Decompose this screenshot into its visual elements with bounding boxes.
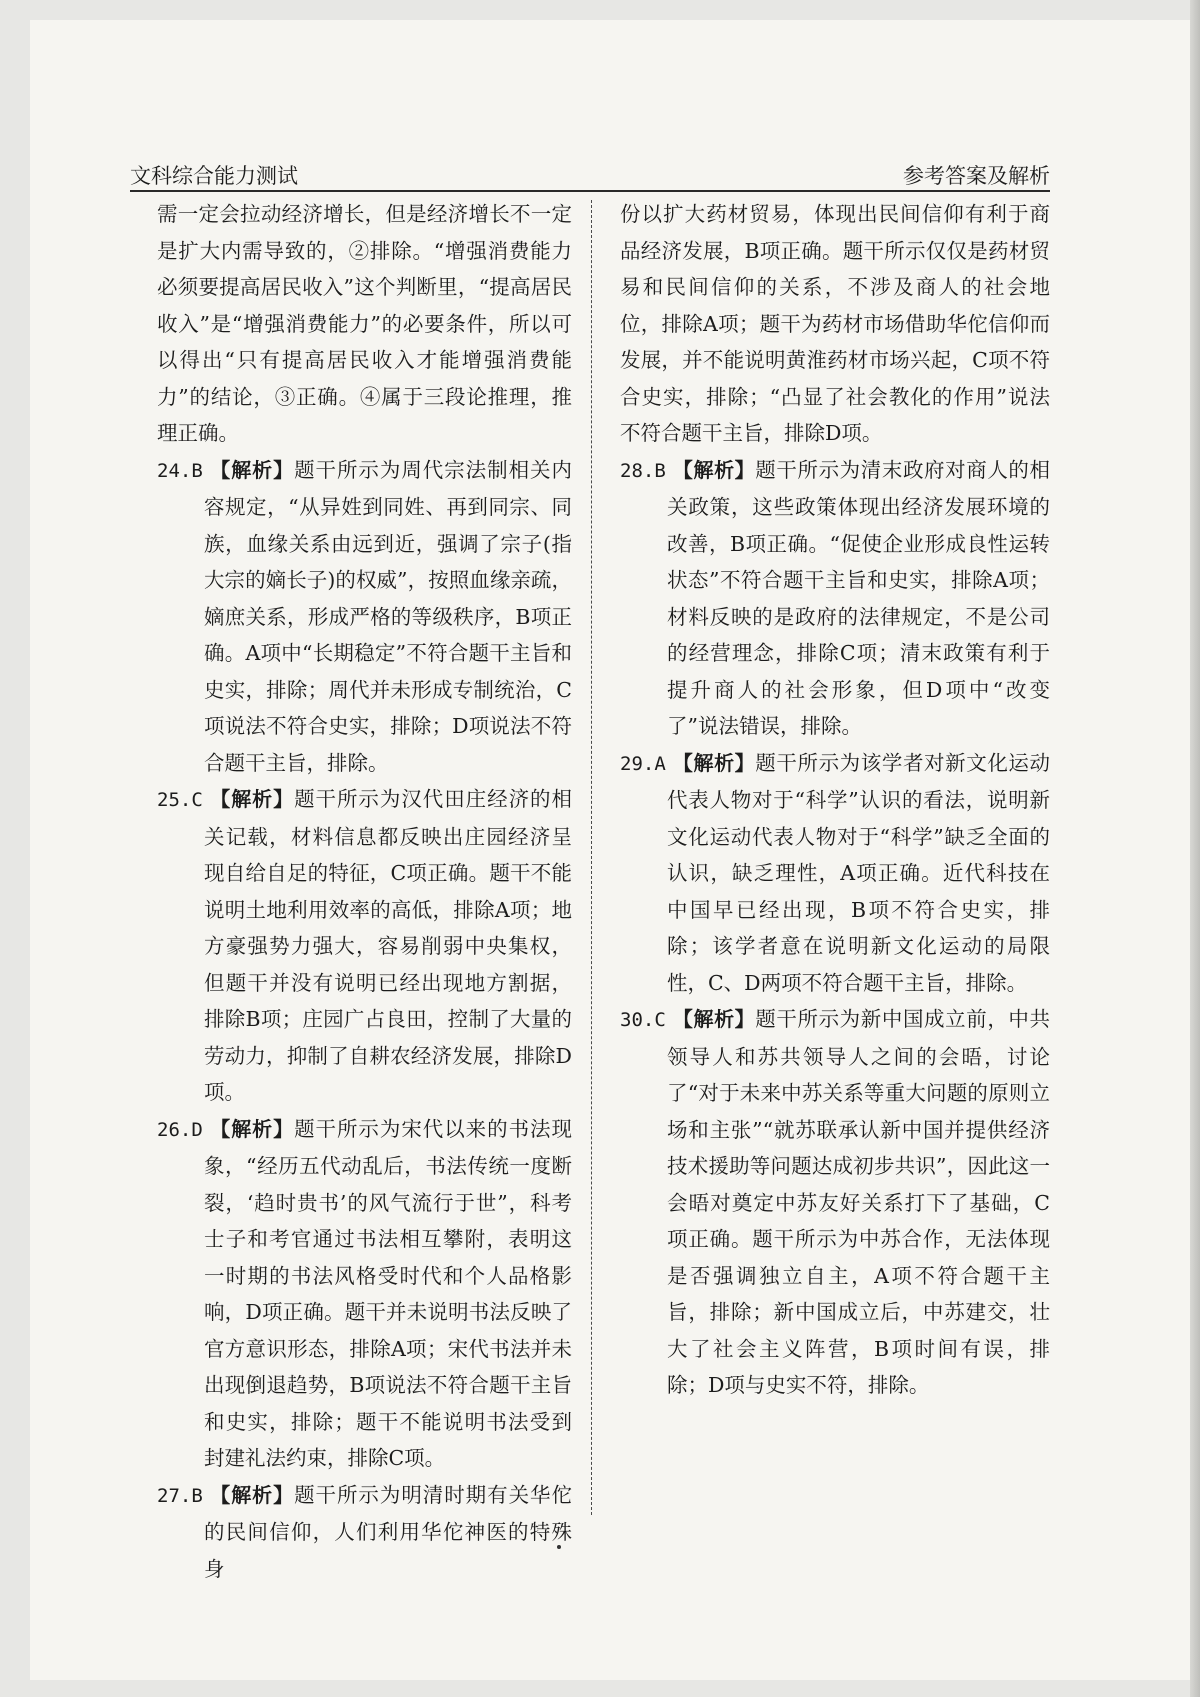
right-column [620, 196, 1050, 1404]
answer-explanation: 题干所示为明清时期有关华佗的民间信仰，人们利用华佗神医的特殊身 [204, 1482, 572, 1581]
header-subject-title: 文科综合能力测试 [130, 164, 298, 188]
answer-number: 30.C [620, 1009, 666, 1031]
answer-number: 24.B [157, 459, 203, 482]
answer-explanation: 题干所示为汉代田庄经济的相关记载，材料信息都反映出庄园经济呈现自给自足的特征，C项正确。题干不能说明土地利用效率的高低，排除A项；地方豪强势力强大，容易削弱中央集权，但题干并没有说明已经出现地方割据，排除B项；庄园广占良田，控制了大量的劳动力，抑制了自耕农经济发展，排除D项。 [204, 787, 572, 1104]
analysis-tag: 【解析】 [672, 1007, 756, 1031]
answer-item-27 [157, 1477, 572, 1588]
answer-number: 29.A [620, 752, 666, 775]
answer-number: 28.B [620, 459, 666, 482]
answer-explanation: 题干所示为新中国成立前，中共领导人和苏共领导人之间的会晤，讨论了“对于未来中苏关系等重大问题的原则立场和主张”“就苏联承认新中国并提供经济技术援助等问题达成初步共识”，因此这一会晤对奠定中苏友好关系打下了基础，C项正确。题干所示为中苏合作，无法体现是否强调独立自主，A项不符合题干主旨，排除；新中国成立后，中苏建交，壮大了社会主义阵营，B项时间有误，排除；D项与史实不符，排除。 [667, 1007, 1051, 1397]
answer-item-30 [620, 1001, 1050, 1404]
answer-explanation: 题干所示为清末政府对商人的相关政策，这些政策体现出经济发展环境的改善，B项正确。“促使企业形成良性运转状态”不符合题干主旨和史实，排除A项；材料反映的是政府的法律规定，不是公司的经营理念，排除C项；清末政策有利于提升商人的社会形象，但D项中“改变了”说法错误，排除。 [667, 457, 1051, 738]
page-dot-mark [557, 1545, 561, 1549]
answer-item-24 [157, 452, 572, 782]
scan-edge-shadow [1190, 0, 1200, 1697]
answer-item-28 [620, 452, 1050, 745]
column-divider [591, 200, 592, 1515]
analysis-tag: 【解析】 [672, 750, 756, 775]
analysis-tag: 【解析】 [210, 457, 295, 482]
answer-number: 25.C [157, 789, 203, 811]
analysis-tag: 【解析】 [210, 1116, 295, 1141]
right-continuation-text: 份以扩大药材贸易，体现出民间信仰有利于商品经济发展，B项正确。题干所示仅仅是药材贸易和民间信仰的关系，不涉及商人的社会地位，排除A项；题干为药材市场借助华佗信仰而发展，并不能说明黄淮药材市场兴起，C项不符合史实，排除；“凸显了社会教化的作用”说法不符合题干主旨，排除D项。 [620, 202, 1050, 445]
answer-explanation: 题干所示为该学者对新文化运动代表人物对于“科学”认识的看法，说明新文化运动代表人物对于“科学”缺乏全面的认识，缺乏理性，A项正确。近代科技在中国早已经出现，B项不符合史实，排除；该学者意在说明新文化运动的局限性，C、D两项不符合题干主旨，排除。 [667, 750, 1051, 995]
header-section-title: 参考答案及解析 [903, 164, 1050, 188]
answer-explanation: 题干所示为周代宗法制相关内容规定，“从异姓到同姓、再到同宗、同族，血缘关系由远到近，强调了宗子(指大宗的嫡长子)的权威”，按照血缘亲疏，嫡庶关系，形成严格的等级秩序，B项正确。A项中“长期稳定”不符合题干主旨和史实，排除；周代并未形成专制统治，C项说法不符合史实，排除；D项说法不符合题干主旨，排除。 [204, 457, 572, 775]
answer-item-25 [157, 781, 572, 1111]
left-continuation-text: 需一定会拉动经济增长，但是经济增长不一定是扩大内需导致的，②排除。“增强消费能力必须要提高居民收入”这个判断里，“提高居民收入”是“增强消费能力”的必要条件，所以可以得出“只有提高居民收入才能增强消费能力”的结论，③正确。④属于三段论推理，推理正确。 [157, 202, 572, 445]
answer-item-26 [157, 1111, 572, 1477]
analysis-tag: 【解析】 [210, 787, 295, 811]
answer-number: 27.B [157, 1484, 203, 1507]
answer-item-29 [620, 745, 1050, 1002]
answer-number: 26.D [157, 1118, 203, 1141]
left-column [157, 196, 572, 1587]
analysis-tag: 【解析】 [672, 457, 756, 482]
answer-explanation: 题干所示为宋代以来的书法现象，“经历五代动乱后，书法传统一度断裂，‘趋时贵书’的风气流行于世”，科考士子和考官通过书法相互攀附，表明这一时期的书法风格受时代和个人品格影响，D项正确。题干并未说明书法反映了官方意识形态，排除A项；宋代书法并未出现倒退趋势，B项说法不符合题干主旨和史实，排除；题干不能说明书法受到封建礼法约束，排除C项。 [204, 1116, 572, 1470]
page-header [130, 160, 1050, 192]
analysis-tag: 【解析】 [210, 1482, 295, 1507]
